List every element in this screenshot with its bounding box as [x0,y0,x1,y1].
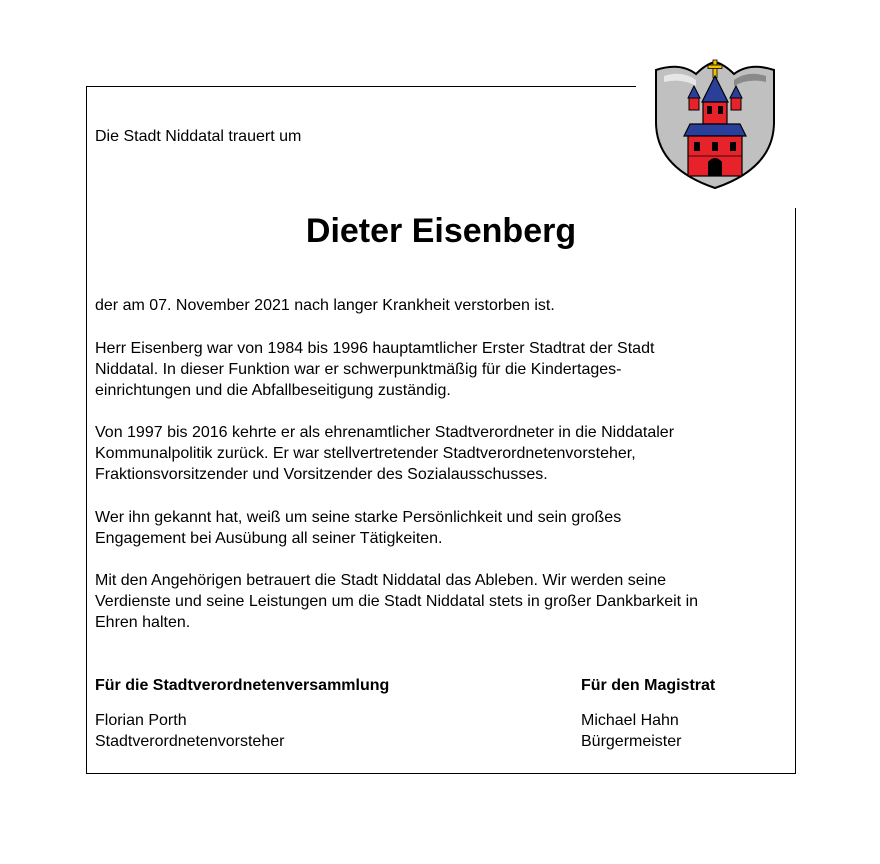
paragraph-condolence [95,570,698,633]
signatory-title: Bürgermeister [581,733,682,750]
paragraph-line: Von 1997 bis 2016 kehrte er als ehrenamtlicher Stadtverordneter in die Niddataler [95,424,675,441]
paragraph-line: Fraktionsvorsitzender und Vorsitzender des Sozialausschusses. [95,466,548,483]
signatory-title: Stadtverordnetenvorsteher [95,733,285,750]
paragraph-line: Ehren halten. [95,614,191,631]
paragraph-line: Verdienste und seine Leistungen um die Stadt Niddatal stets in großer Dankbarkeit in [95,593,699,610]
paragraph-line: Herr Eisenberg war von 1984 bis 1996 hauptamtlicher Erster Stadtrat der Stadt [95,340,655,357]
deceased-name: Dieter Eisenberg [305,212,577,250]
signature-block-magistrate [581,710,681,752]
paragraph-line: der am 07. November 2021 nach langer Krankheit verstorben ist. [95,297,555,314]
signature-heading-council: Für die Stadtverordnetenversammlung [95,677,390,694]
signature-block-council [95,710,284,752]
paragraph-line: Wer ihn gekannt hat, weiß um seine starke Persönlichkeit und sein großes [95,509,622,526]
paragraph-line: Niddatal. In dieser Funktion war er schwerpunktmäßig für die Kindertages- [95,361,622,378]
paragraph-death-notice [95,295,555,316]
paragraph-line: einrichtungen und die Abfallbeseitigung zuständig. [95,382,451,399]
signature-heading-magistrate: Für den Magistrat [581,677,716,694]
paragraph-line: Engagement bei Ausübung all seiner Tätigkeiten. [95,530,443,547]
paragraph-line: Mit den Angehörigen betrauert die Stadt Niddatal das Ableben. Wir werden seine [95,572,667,589]
coat-of-arms-icon [650,56,780,192]
paragraph-political-career [95,422,674,485]
paragraph-personality [95,507,621,549]
paragraph-career [95,338,654,401]
intro-text: Die Stadt Niddatal trauert um [95,128,302,145]
frame-right-border [795,208,796,774]
signatory-name: Florian Porth [95,712,187,729]
paragraph-line: Kommunalpolitik zurück. Er war stellvertretender Stadtverordnetenvorsteher, [95,445,636,462]
signatory-name: Michael Hahn [581,712,679,729]
frame-top-border [86,86,636,87]
